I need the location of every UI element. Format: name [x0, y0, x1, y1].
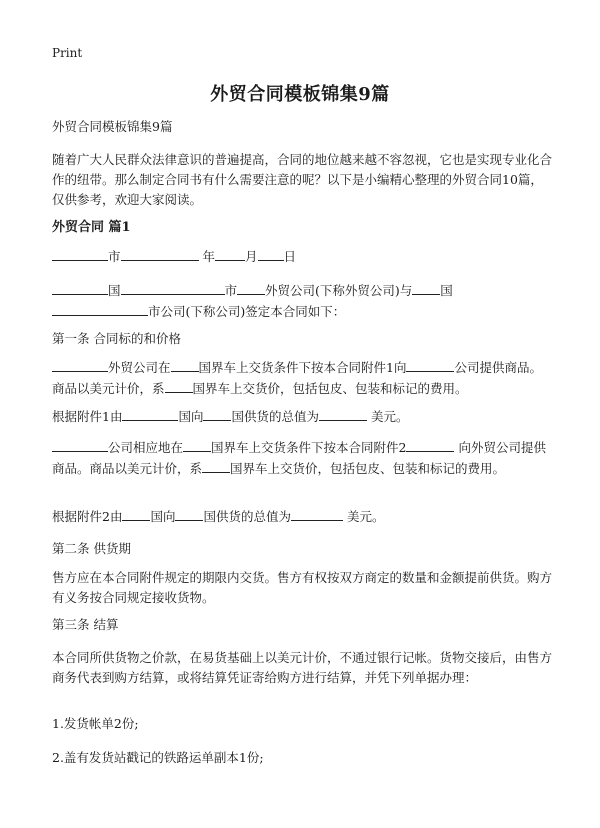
blank-field — [52, 357, 108, 372]
blank-field — [406, 437, 454, 452]
article2-paragraph: 售方应在本合同附件规定的期限内交货。售方有权按双方商定的数量和金额提前供货。购方有义务按合同规定接收货物。 — [52, 570, 553, 605]
article1-paragraph-1 — [52, 357, 552, 399]
blank-field — [237, 280, 265, 295]
print-label[interactable]: Print — [52, 46, 83, 60]
blank-field — [406, 357, 454, 372]
article1-paragraph-3 — [52, 437, 552, 479]
blank-field — [171, 357, 199, 372]
article1-paragraph-2 — [52, 406, 552, 427]
text-fragment: 国界车上交货条件下按本合同附件1向 — [198, 360, 407, 375]
article-heading: 第三条 结算 — [52, 617, 119, 632]
text-fragment: 根据附件1由 — [52, 409, 123, 424]
text-fragment: 美元。 — [370, 409, 409, 424]
intro-paragraph: 随着广大人民群众法律意识的普遍提高，合同的地位越来越不容忽视，它也是实现专业化合作的纽带。那么制定合同书有什么需要注意的呢？以下是小编精心整理的外贸合同10篇，仅供参考，欢迎大家阅读。 — [52, 152, 553, 207]
blank-field — [52, 301, 148, 316]
text-fragment: 外贸公司(下称外贸公司)与 — [265, 283, 413, 298]
blank-field — [165, 378, 193, 393]
blank-field — [52, 437, 108, 452]
article3-paragraph: 本合同所供货物之价款，在易货基础上以美元计价，不通过银行记帐。货物交接后，由售方商务代表到购方结算，或将结算凭证寄给购方进行结算，并凭下列单据办理： — [52, 650, 553, 685]
text-fragment: 年 — [202, 249, 216, 264]
parties-paragraph — [52, 280, 552, 322]
blank-field — [121, 280, 225, 295]
text-fragment: 外贸公司在 — [108, 360, 171, 375]
blank-field — [319, 406, 367, 421]
list-item: 2.盖有发货站戳记的铁路运单副本1份; — [52, 750, 264, 765]
blank-field — [258, 246, 284, 261]
text-fragment: 国界车上交货价，包括包皮、包装和标记的费用。 — [230, 461, 506, 476]
text-fragment: 市公司(下称公司)签定本合同如下： — [148, 304, 346, 319]
article1-paragraph-4 — [52, 506, 552, 527]
text-fragment: 国向 — [150, 509, 176, 524]
blank-field — [121, 246, 199, 261]
text-fragment: 国界车上交货价，包括包皮、包装和标记的费用。 — [192, 381, 468, 396]
blank-field — [412, 280, 440, 295]
blank-field — [122, 506, 150, 521]
blank-field — [202, 458, 230, 473]
blank-field — [183, 437, 211, 452]
blank-field — [122, 406, 178, 421]
text-fragment: 月 — [245, 249, 258, 264]
article-heading: 第二条 供货期 — [52, 541, 131, 556]
text-fragment: 国 — [108, 283, 121, 298]
blank-field — [215, 246, 245, 261]
text-fragment: 市 — [108, 249, 121, 264]
text-fragment: 美元。 — [346, 509, 385, 524]
list-item: 1.发货帐单2份; — [52, 716, 139, 731]
blank-field — [175, 506, 203, 521]
text-fragment: 市 — [224, 283, 238, 298]
blank-field — [203, 406, 231, 421]
text-fragment: 向外贸公司提供商品。商品以美元计价，系 — [52, 440, 546, 476]
text-fragment: 国供货的总值为 — [203, 509, 291, 524]
text-fragment: 根据附件2由 — [52, 509, 123, 524]
text-fragment: 日 — [283, 249, 297, 264]
text-fragment: 国供货的总值为 — [231, 409, 319, 424]
date-line — [52, 246, 552, 267]
blank-field — [291, 506, 343, 521]
section-heading: 外贸合同 篇1 — [52, 220, 131, 235]
text-fragment: 国向 — [178, 409, 204, 424]
article-heading: 第一条 合同标的和价格 — [52, 331, 181, 346]
text-fragment: 国界车上交货条件下按本合同附件2 — [211, 440, 407, 455]
blank-field — [52, 246, 108, 261]
document-title: 外贸合同模板锦集9篇 — [210, 84, 390, 105]
text-fragment: 公司相应地在 — [108, 440, 184, 455]
text-fragment: 公司提供商品。商品以美元计价，系 — [52, 360, 542, 396]
document-subtitle: 外贸合同模板锦集9篇 — [52, 119, 173, 134]
text-fragment: 国 — [440, 283, 453, 298]
blank-field — [52, 280, 108, 295]
